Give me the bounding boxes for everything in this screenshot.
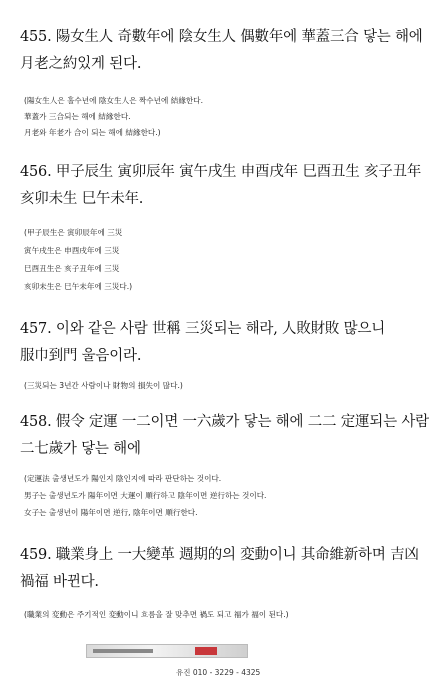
note-line: 華蓋가 三合되는 해에 結緣한다.: [24, 112, 131, 121]
entry-458: [20, 413, 429, 459]
entry-text-line: 458. 假令 定運 一二이면 一六歲가 닿는 해에 二二 定運되는 사람: [20, 414, 429, 430]
entry-text-line: 457. 이와 같은 사람 世稱 三災되는 해라, 人敗財敗 많으니: [20, 321, 386, 337]
entry-text-line: 459. 職業身上 一大變革 週期的의 変動이니 其命維新하며 吉凶: [20, 547, 419, 563]
entry-text-line: 亥卯未生 巳午未年.: [20, 191, 144, 207]
entry-text-line: 456. 甲子辰生 寅卯辰年 寅午戌生 申酉戌年 巳酉丑生 亥子丑年: [20, 164, 422, 180]
note-line: 巳酉丑生은 亥子丑年에 三災: [24, 264, 120, 273]
entry-text-line: 服巾到門 울음이라.: [20, 348, 142, 364]
note-line: 月老와 年老가 合이 되는 해에 結緣한다.): [24, 128, 161, 137]
entry-457-notes: [24, 381, 424, 391]
entry-text-line: 455. 陽女生人 奇數年에 陰女生人 偶數年에 華蓋三合 닿는 해에: [20, 29, 423, 45]
entry-455-notes: [24, 96, 424, 138]
footer-contact: 유진 010 - 3229 - 4325: [176, 668, 261, 677]
entry-458-notes: [24, 474, 424, 518]
page-footer: [0, 642, 440, 680]
note-line: (陽女生人은 홀수년에 陰女生人은 짝수년에 結緣한다.: [24, 96, 203, 105]
note-line: 女子는 출생년이 陽年이면 逆行, 陰年이면 順行한다.: [24, 508, 198, 517]
note-line: (定運法 출생년도가 陽인지 陰인지에 따라 판단하는 것이다.: [24, 474, 222, 483]
note-line: 寅午戌生은 申酉戌年에 三災: [24, 246, 120, 255]
note-line: 男子는 출생년도가 陽年이면 大運이 順行하고 陰年이면 逆行하는 것이다.: [24, 491, 267, 500]
footer-banner-image: [86, 644, 248, 658]
entry-459-notes: [24, 610, 424, 620]
entry-456-notes: [24, 228, 424, 292]
entry-457: [20, 320, 422, 366]
note-line: (職業의 変動은 주기적인 変動이니 흐름을 잘 맞추면 禍도 되고 福가 福이 된다.): [24, 610, 289, 619]
entry-459: [20, 546, 422, 592]
note-line: (三災되는 3년간 사람이나 財物의 損失이 많다.): [24, 381, 183, 390]
entry-text-line: 月老之約있게 된다.: [20, 56, 142, 72]
entry-456: [20, 163, 422, 209]
note-line: 亥卯未生은 巳午未年에 三災다.): [24, 282, 133, 291]
entry-text-line: 禍福 바뀐다.: [20, 574, 99, 590]
entry-455: [20, 28, 422, 74]
note-line: (甲子辰生은 寅卯辰年에 三災: [24, 228, 123, 237]
entry-text-line: 二七歲가 닿는 해에: [20, 441, 141, 457]
